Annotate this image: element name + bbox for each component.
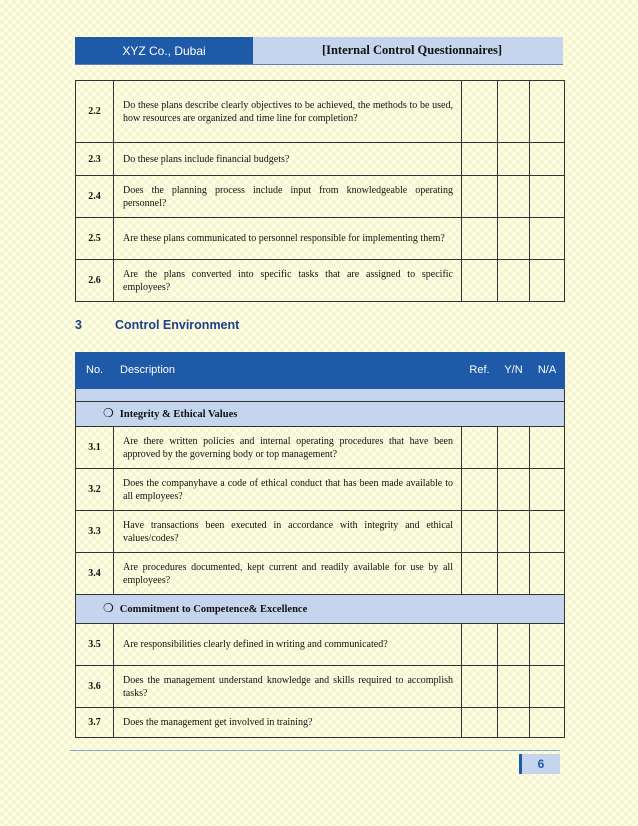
row-description: Does the management get involved in training? xyxy=(114,708,462,738)
ref-cell[interactable] xyxy=(462,708,498,738)
na-cell[interactable] xyxy=(530,176,565,218)
table-row xyxy=(76,260,565,302)
row-number: 2.5 xyxy=(76,218,114,260)
row-number: 2.6 xyxy=(76,260,114,302)
yn-cell[interactable] xyxy=(498,666,530,708)
ref-cell[interactable] xyxy=(462,143,498,176)
group-title: Integrity & Ethical Values xyxy=(119,409,238,420)
row-number: 3.2 xyxy=(76,469,114,511)
na-cell[interactable] xyxy=(530,511,565,553)
section-title: Control Environment xyxy=(115,318,240,332)
ref-cell[interactable] xyxy=(462,469,498,511)
ref-cell[interactable] xyxy=(462,511,498,553)
page-header xyxy=(75,37,563,65)
na-cell[interactable] xyxy=(530,260,565,302)
yn-cell[interactable] xyxy=(498,427,530,469)
table-row xyxy=(76,81,565,143)
row-description: Are there written policies and internal operating procedures that have been approved by the governing body or top management? xyxy=(114,427,462,469)
table-row xyxy=(76,176,565,218)
row-description: Does the companyhave a code of ethical conduct that has been made available to all employees? xyxy=(114,469,462,511)
table-row xyxy=(76,553,565,595)
table-row xyxy=(76,511,565,553)
table-row xyxy=(76,624,565,666)
table-row xyxy=(76,469,565,511)
row-number: 3.7 xyxy=(76,708,114,738)
row-number: 3.1 xyxy=(76,427,114,469)
group-header-row xyxy=(76,402,565,427)
page-number: 6 xyxy=(519,754,560,774)
column-header-na: N/A xyxy=(530,353,565,389)
row-number: 3.5 xyxy=(76,624,114,666)
table-header-row xyxy=(76,353,565,389)
row-number: 3.6 xyxy=(76,666,114,708)
company-name: XYZ Co., Dubai xyxy=(75,37,253,64)
table-row xyxy=(76,427,565,469)
yn-cell[interactable] xyxy=(498,511,530,553)
row-number: 2.3 xyxy=(76,143,114,176)
yn-cell[interactable] xyxy=(498,218,530,260)
row-number: 3.4 xyxy=(76,553,114,595)
section-heading xyxy=(75,318,239,332)
ref-cell[interactable] xyxy=(462,624,498,666)
table-row xyxy=(76,143,565,176)
table-row xyxy=(76,708,565,738)
row-description: Are procedures documented, kept current and readily available for use by all employees? xyxy=(114,553,462,595)
row-description: Do these plans include financial budgets? xyxy=(114,143,462,176)
ref-cell[interactable] xyxy=(462,176,498,218)
row-description: Have transactions been executed in accordance with integrity and ethical values/codes? xyxy=(114,511,462,553)
questionnaire-table-control-environment xyxy=(75,352,565,738)
na-cell[interactable] xyxy=(530,469,565,511)
row-description: Do these plans describe clearly objectives to be achieved, the methods to be used, how resources are organized and time line for completion? xyxy=(114,81,462,143)
row-number: 2.4 xyxy=(76,176,114,218)
group-header-row xyxy=(76,595,565,624)
yn-cell[interactable] xyxy=(498,176,530,218)
ref-cell[interactable] xyxy=(462,427,498,469)
row-description: Does the management understand knowledge and skills required to accomplish tasks? xyxy=(114,666,462,708)
yn-cell[interactable] xyxy=(498,81,530,143)
na-cell[interactable] xyxy=(530,218,565,260)
na-cell[interactable] xyxy=(530,427,565,469)
ref-cell[interactable] xyxy=(462,81,498,143)
row-description: Are responsibilities clearly defined in writing and communicated? xyxy=(114,624,462,666)
column-header-ref: Ref. xyxy=(462,353,498,389)
column-header-no: No. xyxy=(76,353,114,389)
table-row xyxy=(76,666,565,708)
row-number: 2.2 xyxy=(76,81,114,143)
na-cell[interactable] xyxy=(530,553,565,595)
yn-cell[interactable] xyxy=(498,469,530,511)
spacer-row xyxy=(76,389,565,402)
yn-cell[interactable] xyxy=(498,260,530,302)
group-title: Commitment to Competence& Excellence xyxy=(119,604,308,615)
circle-bullet-icon: ❍ xyxy=(103,406,114,420)
column-header-yn: Y/N xyxy=(498,353,530,389)
row-description: Does the planning process include input from knowledgeable operating personnel? xyxy=(114,176,462,218)
row-number: 3.3 xyxy=(76,511,114,553)
row-description: Are the plans converted into specific tasks that are assigned to specific employees? xyxy=(114,260,462,302)
questionnaire-table-planning xyxy=(75,80,565,302)
yn-cell[interactable] xyxy=(498,143,530,176)
table-row xyxy=(76,218,565,260)
yn-cell[interactable] xyxy=(498,553,530,595)
ref-cell[interactable] xyxy=(462,666,498,708)
yn-cell[interactable] xyxy=(498,708,530,738)
document-title: [Internal Control Questionnaires] xyxy=(253,37,563,64)
ref-cell[interactable] xyxy=(462,553,498,595)
na-cell[interactable] xyxy=(530,624,565,666)
section-number: 3 xyxy=(75,318,82,332)
na-cell[interactable] xyxy=(530,666,565,708)
row-description: Are these plans communicated to personnel responsible for implementing them? xyxy=(114,218,462,260)
circle-bullet-icon: ❍ xyxy=(103,601,114,615)
na-cell[interactable] xyxy=(530,81,565,143)
ref-cell[interactable] xyxy=(462,260,498,302)
column-header-description: Description xyxy=(114,353,462,389)
ref-cell[interactable] xyxy=(462,218,498,260)
na-cell[interactable] xyxy=(530,143,565,176)
footer-divider xyxy=(70,750,560,751)
yn-cell[interactable] xyxy=(498,624,530,666)
na-cell[interactable] xyxy=(530,708,565,738)
